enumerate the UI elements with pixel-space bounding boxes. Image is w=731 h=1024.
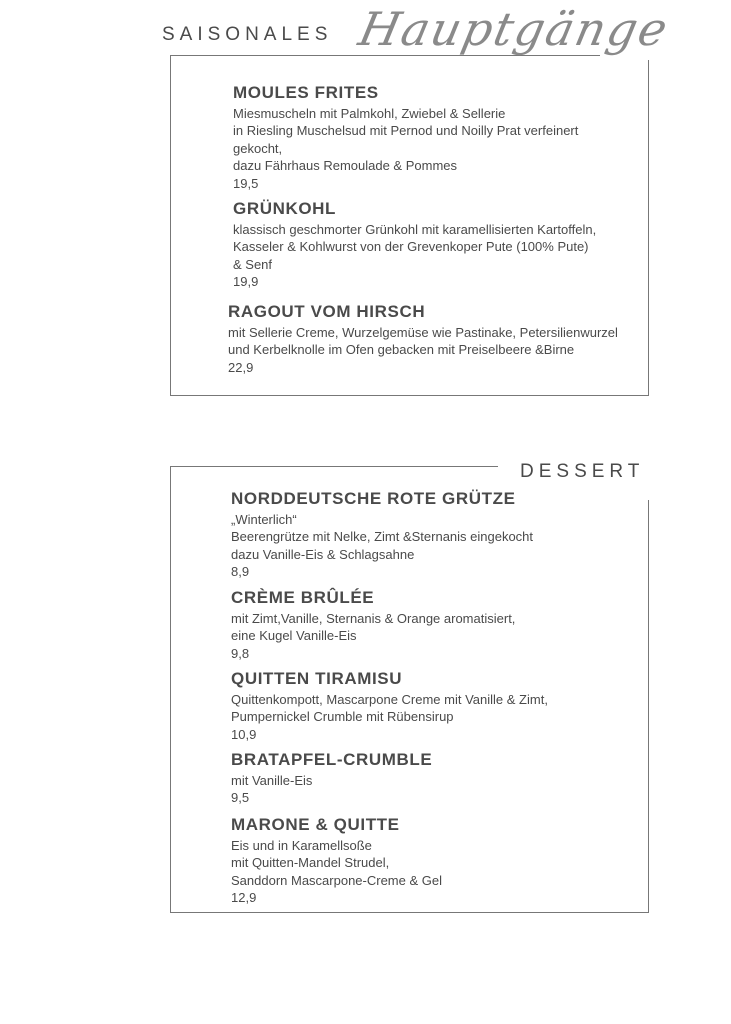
dish-description: mit Quitten-Mandel Strudel, [231,855,390,871]
menu-item [231,750,432,807]
dish-name: MARONE & QUITTE [231,815,400,834]
dish-price: 10,9 [231,726,257,742]
menu-item [231,489,533,581]
dish-price: 9,8 [231,645,250,661]
dish-description: Eis und in Karamellsoße [231,838,372,853]
dish-description: „Winterlich“ [231,512,297,527]
dish-description: eine Kugel Vanille-Eis [231,628,357,644]
dish-description: Quittenkompott, Mascarpone Creme mit Vanille & Zimt, [231,692,548,707]
dish-price: 12,9 [231,890,257,906]
menu-item [233,199,596,291]
dish-description: gekocht, [233,140,283,156]
dish-description: klassisch geschmorter Grünkohl mit karamellisierten Kartoffeln, [233,222,597,237]
dish-price: 9,5 [231,790,250,806]
dish-price: 8,9 [231,564,250,580]
dish-name: MOULES FRITES [233,83,379,102]
dish-description: Kasseler & Kohlwurst von der Grevenkoper Pute (100% Pute) [233,239,589,255]
dish-name: NORDDEUTSCHE ROTE GRÜTZE [231,489,516,508]
dish-name: QUITTEN TIRAMISU [231,669,403,688]
dish-description: in Riesling Muschelsud mit Pernod und Noilly Prat verfeinert [233,123,579,139]
dish-description: Sanddorn Mascarpone-Creme & Gel [231,872,442,888]
dish-description: & Senf [233,256,273,272]
dish-description: Miesmuscheln mit Palmkohl, Zwiebel & Sellerie [233,106,506,121]
dish-description: Beerengrütze mit Nelke, Zimt &Sternanis eingekocht [231,529,534,545]
dish-price: 19,5 [233,175,259,191]
menu-item [233,83,578,192]
dish-description: dazu Vanille-Eis & Schlagsahne [231,546,415,562]
dish-price: 19,9 [233,274,259,290]
section-title-saisonales: SAISONALES [162,24,333,45]
section-title-dessert: DESSERT [520,461,645,482]
menu-item [231,588,515,662]
dish-description: mit Vanille-Eis [231,773,313,788]
dish-price: 22,9 [228,359,254,375]
dish-name: GRÜNKOHL [233,199,337,218]
dish-description: dazu Fährhaus Remoulade & Pommes [233,158,458,174]
dish-description: Pumpernickel Crumble mit Rübensirup [231,709,454,725]
menu-item [231,669,548,743]
menu-item [228,302,618,376]
dish-description: und Kerbelknolle im Ofen gebacken mit Preiselbeere &Birne [228,342,575,358]
dish-description: mit Sellerie Creme, Wurzelgemüse wie Pastinake, Petersilienwurzel [228,325,618,340]
dish-name: BRATAPFEL-CRUMBLE [231,750,433,769]
dish-name: CRÈME BRÛLÉE [231,588,375,607]
script-title-hauptgaenge: Hauptgänge [354,2,675,56]
dish-description: mit Zimt,Vanille, Sternanis & Orange aromatisiert, [231,611,516,626]
menu-item [231,815,442,907]
dish-name: RAGOUT VOM HIRSCH [228,302,426,321]
